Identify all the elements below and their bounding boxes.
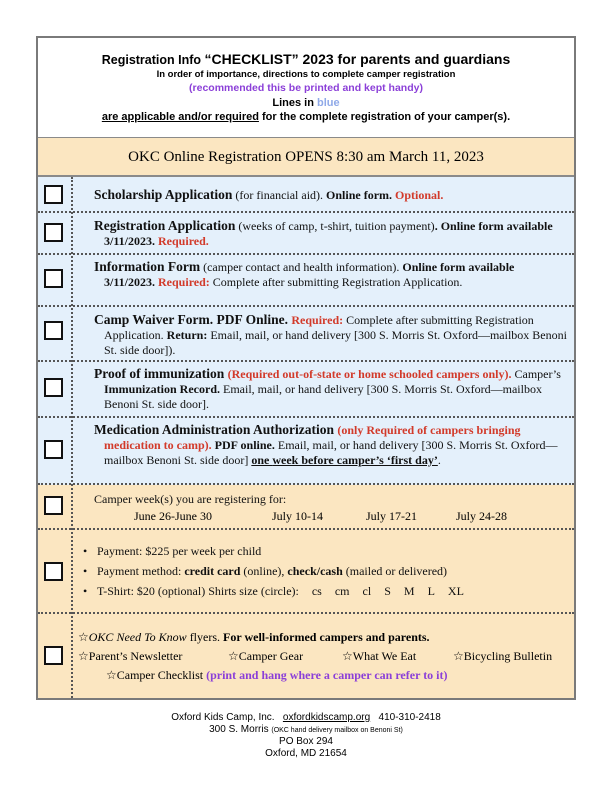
week-option[interactable]: July 10-14 bbox=[272, 509, 323, 523]
payment-list bbox=[83, 541, 568, 601]
size-option[interactable]: cm bbox=[334, 584, 350, 598]
checklist-frame bbox=[36, 36, 576, 700]
header bbox=[38, 38, 574, 138]
header-title: Registration Info “CHECKLIST” 2023 for parents and guardians bbox=[101, 51, 511, 67]
checkbox-weeks[interactable] bbox=[44, 496, 63, 515]
header-recommendation: (recommended this be printed and kept handy) bbox=[189, 82, 423, 94]
payment-amount: • Payment: $225 per week per child bbox=[83, 541, 568, 561]
payment-method: • Payment method: credit card (online), check/cash (mailed or delivered) bbox=[83, 561, 568, 581]
checkbox-flyers[interactable] bbox=[44, 646, 63, 665]
header-required-note: are applicable and/or required for the complete registration of your camper(s). bbox=[101, 111, 511, 123]
row-medication bbox=[38, 418, 574, 485]
checkbox-payment[interactable] bbox=[44, 562, 63, 581]
checkbox-column-divider bbox=[71, 177, 73, 700]
registration-text: Registration Application (weeks of camp, t-shirt, tuition payment). Online form available 3/11/2023. Required. bbox=[94, 218, 553, 248]
header-subtitle: In order of importance, directions to complete camper registration bbox=[156, 69, 456, 80]
opens-banner: OKC Online Registration OPENS 8:30 am March 11, 2023 bbox=[38, 138, 574, 177]
size-option[interactable]: XL bbox=[447, 584, 464, 598]
flyer-item: ☆Parent’s Newsletter bbox=[78, 649, 183, 663]
week-option[interactable]: July 24-28 bbox=[456, 509, 507, 523]
immunization-text: Proof of immunization (Required out-of-state or home schooled campers only). Camper’s Immunization Record. Email, mail, or hand delivery [300 S. Morris St. Oxford—mailbox Benoni St. side door]. bbox=[94, 366, 561, 411]
row-flyers bbox=[38, 614, 574, 700]
row-scholarship bbox=[38, 177, 574, 213]
size-option[interactable]: L bbox=[427, 584, 435, 598]
week-option[interactable]: July 17-21 bbox=[366, 509, 417, 523]
scholarship-text: Scholarship Application (for financial aid). Online form. Optional. bbox=[94, 187, 444, 202]
weeks-label: Camper week(s) you are registering for: bbox=[94, 492, 287, 506]
medication-text: Medication Administration Authorization (only Required of campers bringing medication to camp). PDF online. Email, mail, or hand delivery [300 S. Morris St. Oxford—mailbox Benoni St. side door] one week before camper’s ‘first day’. bbox=[94, 422, 558, 467]
checkbox-information[interactable] bbox=[44, 269, 63, 288]
tshirt-sizes: • T-Shirt: $20 (optional) Shirts size (circle): cs cm cl S M L XL bbox=[83, 581, 568, 601]
row-weeks bbox=[38, 485, 574, 530]
checkbox-waiver[interactable] bbox=[44, 321, 63, 340]
week-option[interactable]: June 26-June 30 bbox=[134, 509, 212, 523]
waiver-text: Camp Waiver Form. PDF Online. Required: Complete after submitting Registration Application. Return: Email, mail, or hand delivery [300 S. Morris St. Oxford—mailbox Benoni St. side door]). bbox=[94, 312, 567, 357]
flyer-item: ☆Camper Gear bbox=[228, 649, 304, 663]
row-payment bbox=[38, 530, 574, 614]
size-option[interactable]: cs bbox=[311, 584, 322, 598]
flyer-checklist: ☆Camper Checklist (print and hang where a camper can refer to it) bbox=[106, 668, 448, 682]
row-immunization bbox=[38, 362, 574, 418]
checkbox-immunization[interactable] bbox=[44, 378, 63, 397]
footer bbox=[0, 712, 612, 759]
size-option[interactable]: cl bbox=[362, 584, 372, 598]
checkbox-registration[interactable] bbox=[44, 223, 63, 242]
flyer-item: ☆What We Eat bbox=[342, 649, 417, 663]
checkbox-scholarship[interactable] bbox=[44, 185, 63, 204]
size-option[interactable]: S bbox=[384, 584, 391, 598]
row-registration bbox=[38, 213, 574, 255]
header-lines-note: Lines in blue bbox=[272, 97, 340, 109]
flyers-title: ☆OKC Need To Know flyers. For well-informed campers and parents. bbox=[78, 630, 430, 644]
size-option[interactable]: M bbox=[403, 584, 415, 598]
information-text: Information Form (camper contact and health information). Online form available 3/11/2023. Required: Complete after submitting Registration Application. bbox=[94, 259, 515, 289]
footer-address: 300 S. Morris (OKC hand delivery mailbox on Benoni St) bbox=[209, 723, 403, 735]
flyer-item: ☆Bicycling Bulletin bbox=[453, 649, 553, 663]
flyers-text bbox=[78, 628, 574, 688]
footer-pobox: PO Box 294 bbox=[279, 736, 333, 747]
row-information bbox=[38, 255, 574, 307]
checkbox-medication[interactable] bbox=[44, 440, 63, 459]
footer-contact: Oxford Kids Camp, Inc. oxfordkidscamp.org 410-310-2418 bbox=[171, 712, 441, 723]
row-waiver bbox=[38, 307, 574, 362]
website-link[interactable]: oxfordkidscamp.org bbox=[282, 712, 371, 723]
footer-city: Oxford, MD 21654 bbox=[265, 747, 347, 759]
